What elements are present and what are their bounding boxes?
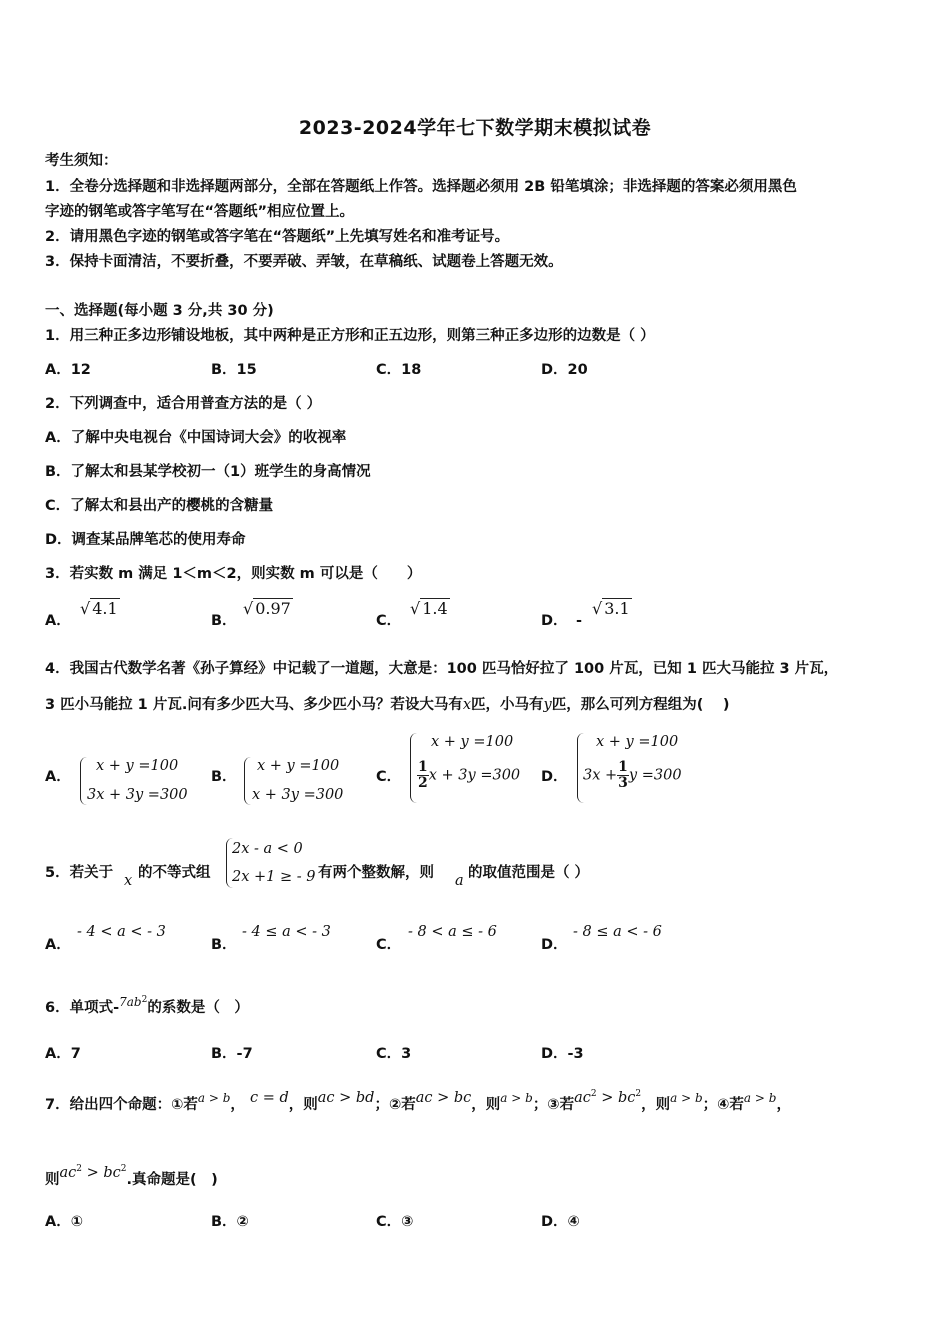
q6-option-c: C．3 bbox=[376, 1046, 412, 1062]
q7-option-c: C．③ bbox=[376, 1214, 414, 1230]
q5-option-c: - 8 < a ≤ - 6 bbox=[408, 924, 497, 940]
question-2-stem: 2．下列调查中，适合用普查方法的是（ ） bbox=[45, 396, 322, 412]
q4-option-c-label: C． bbox=[376, 769, 402, 785]
question-5-stem-tail: 的取值范围是（ ） bbox=[468, 865, 590, 881]
q5-option-b-label: B． bbox=[211, 937, 237, 953]
q3-option-c-value: √ 1.4 bbox=[410, 599, 448, 618]
q1-option-b: B．15 bbox=[211, 362, 257, 378]
q5-var-x: x bbox=[124, 873, 133, 889]
q3-option-c-label: C． bbox=[376, 613, 402, 629]
q4-a-brace bbox=[80, 757, 87, 805]
notice-heading: 考生须知： bbox=[45, 153, 118, 169]
q4-b-eq1: x + y =100 bbox=[257, 758, 340, 774]
q1-option-d: D．20 bbox=[541, 362, 588, 378]
q5-option-d-label: D． bbox=[541, 937, 568, 953]
q1-option-a: A．12 bbox=[45, 362, 91, 378]
q5-option-a-label: A． bbox=[45, 937, 71, 953]
question-1-stem: 1．用三种正多边形铺设地板，其中两种是正方形和正五边形，则第三种正多边形的边数是（ ） bbox=[45, 328, 655, 344]
q6-option-a: A．7 bbox=[45, 1046, 81, 1062]
q4-c-eq2: $\frac{1}{2}$ x + 3y =300 bbox=[418, 759, 521, 791]
q5-var-a: a bbox=[455, 873, 464, 889]
q5-option-b: - 4 ≤ a < - 3 bbox=[242, 924, 331, 940]
section-heading: 一、选择题(每小题 3 分,共 30 分) bbox=[45, 303, 274, 319]
q7-option-b: B．② bbox=[211, 1214, 249, 1230]
q3-option-b-value: √ 0.97 bbox=[243, 599, 291, 618]
q3-option-a-value: √ 4.1 bbox=[80, 599, 118, 618]
q4-c-brace bbox=[410, 733, 417, 803]
q5-ineq-2: 2x +1 ≥ - 9 bbox=[232, 869, 316, 885]
q5-option-d: - 8 ≤ a < - 6 bbox=[573, 924, 662, 940]
q4-c-eq1: x + y =100 bbox=[431, 734, 514, 750]
q6-option-d: D．-3 bbox=[541, 1046, 584, 1062]
q2-option-c: C．了解太和县出产的樱桃的含糖量 bbox=[45, 498, 274, 514]
q4-a-eq2: 3x + 3y =300 bbox=[87, 787, 188, 803]
question-5-stem-mid: 的不等式组 bbox=[138, 865, 211, 881]
question-3-stem: 3．若实数 m 满足 1＜m＜2，则实数 m 可以是（ ） bbox=[45, 566, 422, 582]
q3-option-a-label: A． bbox=[45, 613, 71, 629]
q4-d-eq1: x + y =100 bbox=[596, 734, 679, 750]
q2-option-b: B．了解太和县某学校初一（1）班学生的身高情况 bbox=[45, 464, 371, 480]
q4-option-d-label: D． bbox=[541, 769, 568, 785]
q4-b-eq2: x + 3y =300 bbox=[252, 787, 344, 803]
q4-b-brace bbox=[244, 757, 251, 805]
q3-option-d-neg: - bbox=[576, 613, 583, 629]
q4-option-a-label: A． bbox=[45, 769, 71, 785]
question-7-line-2: 则$ac^2 > bc^2$.真命题是( ) bbox=[45, 1164, 218, 1188]
question-7-line-1: 7．给出四个命题：①若$^{a > b}$， c = d，则ac > bd；②若ac > bc，则$^{a > b}$；③若$ac^2 > bc^2$，则$^{a > b}$；④若$^{a > b}$， bbox=[45, 1089, 791, 1113]
notice-line: 1．全卷分选择题和非选择题两部分，全部在答题纸上作答。选择题必须用 2B 铅笔填涂；非选择题的答案必须用黑色 bbox=[45, 179, 797, 195]
q5-option-a: - 4 < a < - 3 bbox=[77, 924, 166, 940]
q3-option-b-label: B． bbox=[211, 613, 237, 629]
notice-line: 3．保持卡面清洁，不要折叠，不要弄破、弄皱，在草稿纸、试题卷上答题无效。 bbox=[45, 254, 563, 270]
q6-option-b: B．-7 bbox=[211, 1046, 253, 1062]
notice-line: 字迹的钢笔或答字笔写在“答题纸”相应位置上。 bbox=[45, 204, 355, 220]
q7-option-d: D．④ bbox=[541, 1214, 580, 1230]
q4-a-eq1: x + y =100 bbox=[96, 758, 179, 774]
question-5-stem-pre: 5．若关于 bbox=[45, 865, 114, 881]
notice-line: 2．请用黑色字迹的钢笔或答字笔在“答题纸”上先填写姓名和准考证号。 bbox=[45, 229, 510, 245]
q5-ineq-1: 2x - a < 0 bbox=[232, 841, 303, 857]
question-4-line-2: 3 匹小马能拉 1 片瓦.问有多少匹大马、多少匹小马？若设大马有x匹，小马有y匹，那么可列方程组为( ) bbox=[45, 697, 730, 713]
q2-option-d: D．调查某品牌笔芯的使用寿命 bbox=[45, 532, 246, 548]
q4-d-eq2: 3x + $\frac{1}{3}$ y =300 bbox=[583, 759, 682, 791]
q1-option-c: C．18 bbox=[376, 362, 422, 378]
q3-option-d-value: √ 3.1 bbox=[592, 599, 630, 618]
q5-option-c-label: C． bbox=[376, 937, 402, 953]
question-4-line-1: 4．我国古代数学名著《孙子算经》中记载了一道题，大意是：100 匹马恰好拉了 100 片瓦，已知 1 匹大马能拉 3 片瓦， bbox=[45, 661, 839, 677]
question-6-stem: 6．单项式-$^{7ab2}$的系数是（ ） bbox=[45, 994, 249, 1016]
q7-option-a: A．① bbox=[45, 1214, 83, 1230]
q4-option-b-label: B． bbox=[211, 769, 237, 785]
page-title: 2023-2024学年七下数学期末模拟试卷 bbox=[298, 117, 652, 139]
q2-option-a: A．了解中央电视台《中国诗词大会》的收视率 bbox=[45, 430, 347, 446]
question-5-stem-post: 有两个整数解，则 bbox=[318, 865, 434, 881]
q3-option-d-label: D． bbox=[541, 613, 568, 629]
